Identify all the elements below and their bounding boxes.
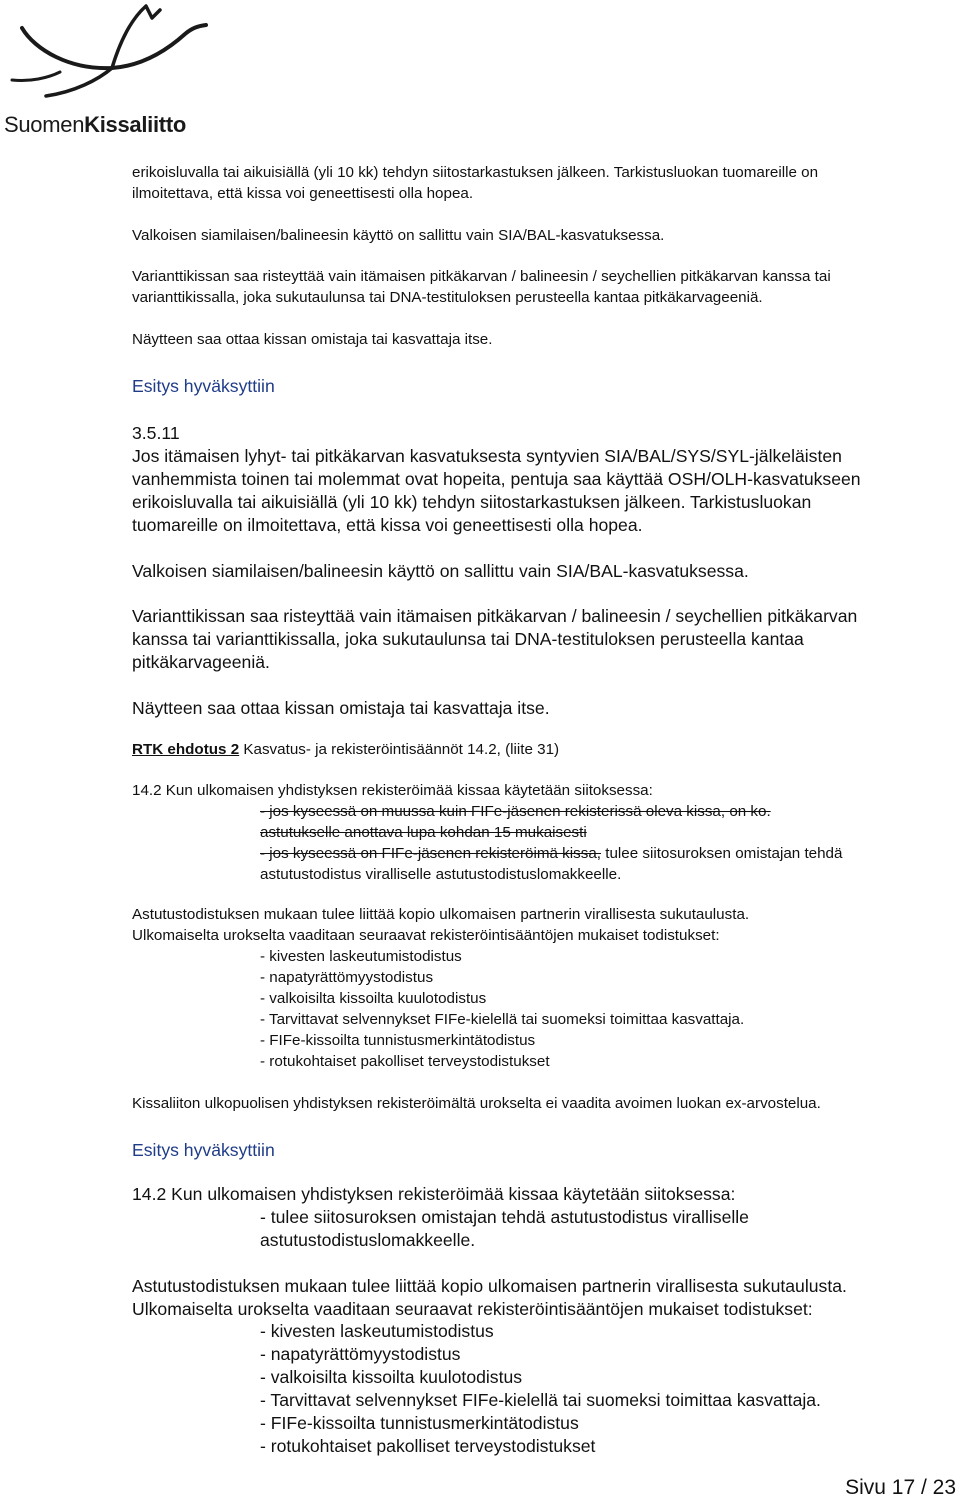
- s3-para-attach: Astutustodistuksen mukaan tulee liittää kopio ulkomaisen partnerin virallisesta sukutaulusta.: [132, 906, 750, 923]
- s1-para3-line1: Varianttikissan saa risteyttää vain itämaisen pitkäkarvan / balineesin / seychellien pitkäkarvan kanssa tai: [132, 268, 831, 285]
- s3-item2-rest: tulee siitosuroksen omistajan tehdä: [601, 845, 843, 862]
- s3-item2-struck: - jos kyseessä on FIFe-jäsenen rekisteröimä kissa,: [260, 845, 601, 862]
- proposal-label: RTK ehdotus 2: [132, 741, 240, 758]
- s1-para1-line2: ilmoitettava, että kissa voi geneettisesti olla hopea.: [132, 185, 474, 202]
- s4-list-item: - valkoisilta kissoilta kuulotodistus: [260, 1367, 523, 1387]
- s3-list-item: - Tarvittavat selvennykset FIFe-kielellä tai suomeksi toimittaa kasvattaja.: [260, 1011, 745, 1028]
- s2-para1-line3: erikoisluvalla tai aikuisiällä (yli 10 kk) tehdyn siitostarkastuksen jälkeen. Tarkistusluokan: [132, 492, 812, 512]
- s4-list-item: - rotukohtaiset pakolliset terveystodistukset: [260, 1436, 596, 1456]
- s4-para-foreign: Ulkomaiselta urokselta vaaditaan seuraavat rekisteröintisääntöjen mukaiset todistukset:: [132, 1299, 813, 1319]
- s2-para1-line4: tuomareille on ilmoitettava, että kissa voi geneettisesti olla hopea.: [132, 515, 643, 535]
- s4-list-item: - FIFe-kissoilta tunnistusmerkintätodistus: [260, 1413, 579, 1433]
- s2-para3-line1: Varianttikissan saa risteyttää vain itämaisen pitkäkarvan / balineesin / seychellien pitkäkarvan: [132, 606, 858, 626]
- s2-para3-line3: pitkäkarvageeniä.: [132, 652, 270, 672]
- s2-number: 3.5.11: [132, 423, 180, 443]
- logo-wordmark: SuomenKissaliitto: [4, 112, 186, 137]
- s3-para-foreign: Ulkomaiselta urokselta vaaditaan seuraavat rekisteröintisääntöjen mukaiset todistukset:: [132, 927, 720, 944]
- s4-para-attach: Astutustodistuksen mukaan tulee liittää kopio ulkomaisen partnerin virallisesta sukutaulusta.: [132, 1276, 847, 1296]
- approved-label-2: Esitys hyväksyttiin: [132, 1140, 275, 1160]
- s2-para1-line2: vanhemmista toinen tai molemmat ovat hopeita, pentuja saa käyttää OSH/OLH-kasvatukseen: [132, 469, 861, 489]
- leaping-cat-icon: [0, 0, 220, 115]
- s4-intro: 14.2 Kun ulkomaisen yhdistyksen rekisteröimää kissaa käytetään siitoksessa:: [132, 1184, 736, 1204]
- s2-para1-line1: Jos itämaisen lyhyt- tai pitkäkarvan kasvatuksesta syntyvien SIA/BAL/SYS/SYL-jälkeläisten: [132, 446, 842, 466]
- s2-para3-line2: kanssa tai varianttikissalla, joka sukutaulunsa tai DNA-testituloksen perusteella kantaa: [132, 629, 804, 649]
- s4-list-item: - napatyrättömyystodistus: [260, 1344, 461, 1364]
- s3-list-item: - napatyrättömyystodistus: [260, 969, 434, 986]
- s4-list-item: - Tarvittavat selvennykset FIFe-kielellä tai suomeksi toimittaa kasvattaja.: [260, 1390, 821, 1410]
- s3-item1-line1: - jos kyseessä on muussa kuin FIFe-jäsenen rekisterissä oleva kissa, on ko.: [260, 803, 771, 820]
- s3-item2-line2: astutustodistus viralliselle astutustodistuslomakkeelle.: [260, 866, 622, 883]
- s1-para3-line2: varianttikissalla, joka sukutaulunsa tai DNA-testituloksen perusteella kantaa pitkäkarvageeniä.: [132, 289, 763, 306]
- s3-para-member: Kissaliiton ulkopuolisen yhdistyksen rekisteröimältä urokselta ei vaadita avoimen luokan ex-arvostelua.: [132, 1095, 821, 1112]
- s3-list-item: - FIFe-kissoilta tunnistusmerkintätodistus: [260, 1032, 536, 1049]
- approved-label-1: Esitys hyväksyttiin: [132, 376, 275, 396]
- s4-item1-line2: astutustodistuslomakkeelle.: [260, 1230, 476, 1250]
- s4-item1-line1: - tulee siitosuroksen omistajan tehdä astutustodistus viralliselle: [260, 1207, 749, 1227]
- s2-para4: Näytteen saa ottaa kissan omistaja tai kasvattaja itse.: [132, 698, 550, 718]
- logo: [0, 0, 220, 140]
- s1-para2: Valkoisen siamilaisen/balineesin käyttö on sallittu vain SIA/BAL-kasvatuksessa.: [132, 227, 665, 244]
- s2-para2: Valkoisen siamilaisen/balineesin käyttö on sallittu vain SIA/BAL-kasvatuksessa.: [132, 561, 749, 581]
- proposal-heading: [132, 739, 559, 760]
- s4-list-item: - kivesten laskeutumistodistus: [260, 1321, 494, 1341]
- page-number: Sivu 17 / 23: [845, 1476, 956, 1499]
- s3-item1-line2: astutukselle anottava lupa kohdan 15 mukaisesti: [260, 824, 587, 841]
- s3-list-item: - valkoisilta kissoilta kuulotodistus: [260, 990, 487, 1007]
- proposal-text: Kasvatus- ja rekisteröintisäännöt 14.2, (liite 31): [239, 741, 560, 758]
- s1-para4: Näytteen saa ottaa kissan omistaja tai kasvattaja itse.: [132, 331, 493, 348]
- s3-list-item: - rotukohtaiset pakolliset terveystodistukset: [260, 1053, 550, 1070]
- s1-para1-line1: erikoisluvalla tai aikuisiällä (yli 10 kk) tehdyn siitostarkastuksen jälkeen. Tarkistusluokan tuomareille on: [132, 164, 819, 181]
- s3-intro: 14.2 Kun ulkomaisen yhdistyksen rekisteröimää kissaa käytetään siitoksessa:: [132, 782, 653, 799]
- s3-list-item: - kivesten laskeutumistodistus: [260, 948, 462, 965]
- s3-item2-line1: [260, 843, 842, 864]
